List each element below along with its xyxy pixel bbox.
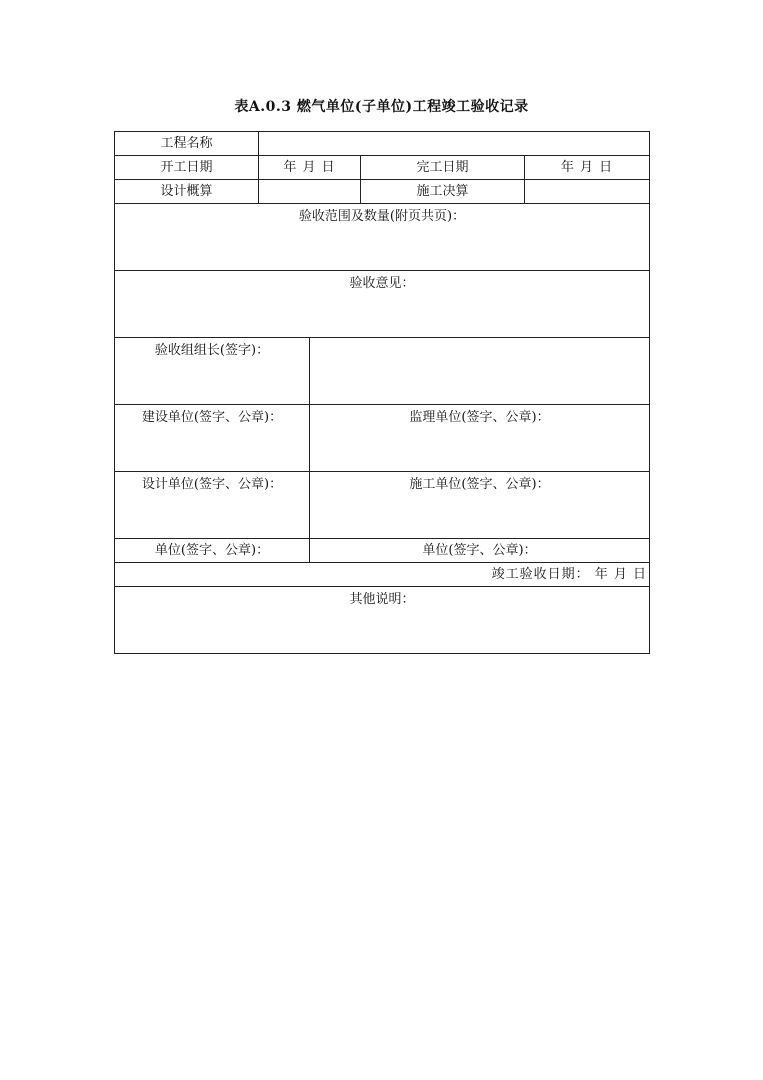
design-estimate-field[interactable] — [259, 180, 361, 204]
start-date-field[interactable]: 年 月 日 — [259, 156, 361, 180]
row-project-name — [115, 132, 650, 156]
acceptance-scope-field[interactable]: 验收范围及数量(附页共页)： — [115, 204, 650, 271]
design-unit-signature-field[interactable]: 设计单位(签字、公章)： — [115, 472, 310, 539]
unit-right-signature-field[interactable]: 单位(签字、公章)： — [310, 539, 650, 563]
acceptance-record-table — [114, 131, 650, 654]
finish-date-field[interactable]: 年 月 日 — [525, 156, 650, 180]
row-completion-date — [115, 563, 650, 587]
row-other-units — [115, 539, 650, 563]
document-title: 表A.0.3 燃气单位(子单位)工程竣工验收记录 — [234, 99, 529, 115]
row-acceptance-opinion — [115, 271, 650, 338]
finish-date-label: 完工日期 — [361, 156, 525, 180]
completion-date-field[interactable]: 竣工验收日期： 年 月 日 — [115, 563, 650, 587]
row-design-construction — [115, 472, 650, 539]
construction-unit-signature-field[interactable]: 施工单位(签字、公章)： — [310, 472, 650, 539]
builder-unit-signature-field[interactable]: 建设单位(签字、公章)： — [115, 405, 310, 472]
row-builder-supervisor — [115, 405, 650, 472]
project-name-label: 工程名称 — [115, 132, 259, 156]
construction-final-field[interactable] — [525, 180, 650, 204]
other-notes-field[interactable]: 其他说明： — [115, 587, 650, 654]
unit-left-signature-field[interactable]: 单位(签字、公章)： — [115, 539, 310, 563]
supervisor-unit-signature-field[interactable]: 监理单位(签字、公章)： — [310, 405, 650, 472]
row-team-leader — [115, 338, 650, 405]
start-date-label: 开工日期 — [115, 156, 259, 180]
team-leader-label: 验收组组长(签字)： — [115, 338, 310, 405]
design-estimate-label: 设计概算 — [115, 180, 259, 204]
team-leader-signature-field[interactable] — [310, 338, 650, 405]
construction-final-label: 施工决算 — [361, 180, 525, 204]
row-other-notes — [115, 587, 650, 654]
acceptance-opinion-field[interactable]: 验收意见： — [115, 271, 650, 338]
project-name-field[interactable] — [259, 132, 650, 156]
row-budget — [115, 180, 650, 204]
row-acceptance-scope — [115, 204, 650, 271]
row-dates — [115, 156, 650, 180]
